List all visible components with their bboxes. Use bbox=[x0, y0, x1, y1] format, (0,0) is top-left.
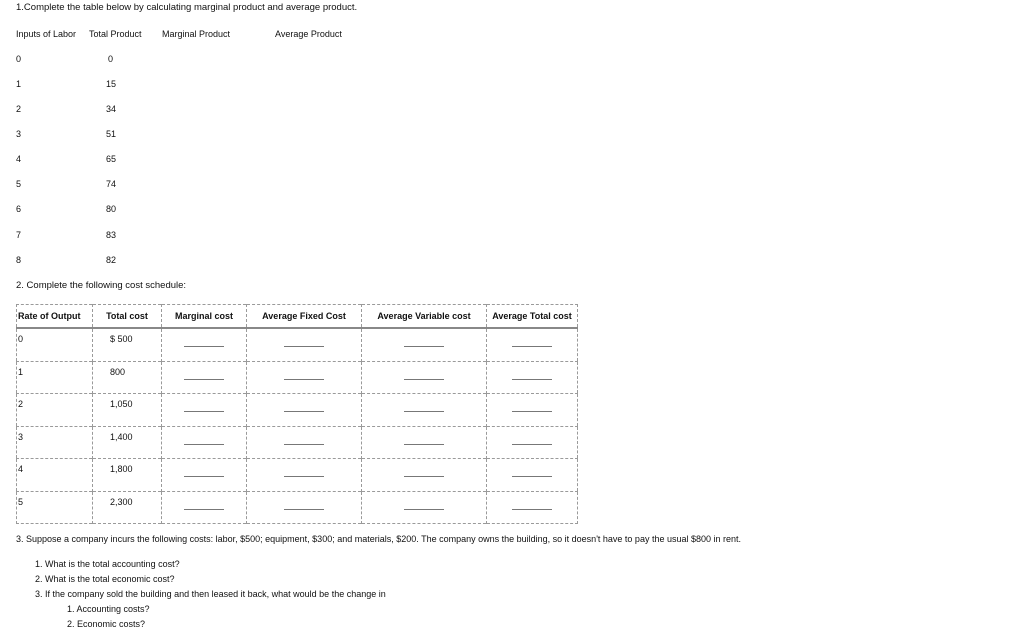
header-average-fixed-cost: Average Fixed Cost bbox=[247, 305, 362, 329]
header-total-cost: Total cost bbox=[93, 305, 162, 329]
header-average-total-cost: Average Total cost bbox=[487, 305, 578, 329]
header-rate-of-output: Rate of Output bbox=[17, 305, 93, 329]
answer-blank[interactable] bbox=[512, 467, 552, 477]
answer-blank[interactable] bbox=[512, 337, 552, 347]
answer-blank[interactable] bbox=[512, 370, 552, 380]
total-cost-cell: 800 bbox=[93, 361, 162, 394]
table-row bbox=[17, 361, 578, 394]
answer-blank[interactable] bbox=[184, 467, 224, 477]
answer-blank[interactable] bbox=[404, 435, 444, 445]
question-3-item: 3. If the company sold the building and then leased it back, what would be the change in bbox=[35, 589, 386, 599]
labor-cell: 1 bbox=[16, 79, 22, 89]
question-3-subitem: 1. Accounting costs? bbox=[67, 604, 150, 614]
output-cell: 4 bbox=[17, 459, 93, 492]
cost-schedule-table bbox=[16, 304, 578, 524]
answer-blank[interactable] bbox=[284, 435, 324, 445]
answer-blank[interactable] bbox=[512, 402, 552, 412]
table-row bbox=[17, 394, 578, 427]
header-total-product: Total Product bbox=[89, 29, 142, 39]
answer-blank[interactable] bbox=[184, 370, 224, 380]
answer-blank[interactable] bbox=[404, 370, 444, 380]
answer-blank[interactable] bbox=[184, 337, 224, 347]
total-product-cell: 51 bbox=[106, 129, 117, 139]
total-product-cell: 15 bbox=[106, 79, 117, 89]
labor-cell: 6 bbox=[16, 204, 22, 214]
question-3-subitem: 2. Economic costs? bbox=[67, 619, 146, 629]
output-cell: 2 bbox=[17, 394, 93, 427]
total-product-cell: 80 bbox=[106, 204, 117, 214]
labor-cell: 3 bbox=[16, 129, 22, 139]
answer-blank[interactable] bbox=[512, 500, 552, 510]
answer-blank[interactable] bbox=[404, 337, 444, 347]
total-product-cell: 34 bbox=[106, 104, 117, 114]
answer-blank[interactable] bbox=[184, 402, 224, 412]
table-row bbox=[17, 459, 578, 492]
labor-cell: 2 bbox=[16, 104, 22, 114]
answer-blank[interactable] bbox=[404, 500, 444, 510]
answer-blank[interactable] bbox=[284, 467, 324, 477]
table-row bbox=[17, 328, 578, 361]
labor-cell: 0 bbox=[16, 54, 22, 64]
labor-cell: 8 bbox=[16, 255, 22, 265]
header-average-product: Average Product bbox=[275, 29, 342, 39]
labor-cell: 7 bbox=[16, 230, 22, 240]
total-product-cell: 0 bbox=[108, 54, 114, 64]
total-product-cell: 83 bbox=[106, 230, 117, 240]
question-3-text: 3. Suppose a company incurs the following costs: labor, $500; equipment, $300; and materials, $200. The company owns the building, so it doesn't have to pay the usual $800 in rent. bbox=[16, 534, 742, 544]
output-cell: 0 bbox=[18, 334, 24, 344]
labor-cell: 5 bbox=[16, 179, 22, 189]
header-average-variable-cost: Average Variable cost bbox=[362, 305, 487, 329]
question-2-title: 2. Complete the following cost schedule: bbox=[16, 280, 187, 291]
answer-blank[interactable] bbox=[284, 337, 324, 347]
answer-blank[interactable] bbox=[184, 500, 224, 510]
table-row bbox=[17, 426, 578, 459]
total-cost-cell: $ 500 bbox=[93, 328, 162, 361]
total-product-cell: 65 bbox=[106, 154, 117, 164]
total-cost-cell: 2,300 bbox=[93, 491, 162, 524]
total-cost-cell: 1,400 bbox=[93, 426, 162, 459]
total-cost-cell: 1,050 bbox=[93, 394, 162, 427]
answer-blank[interactable] bbox=[404, 402, 444, 412]
answer-blank[interactable] bbox=[404, 467, 444, 477]
answer-blank[interactable] bbox=[284, 402, 324, 412]
table-row bbox=[17, 491, 578, 524]
answer-blank[interactable] bbox=[184, 435, 224, 445]
question-3-item: 2. What is the total economic cost? bbox=[35, 574, 175, 584]
header-marginal-product: Marginal Product bbox=[162, 29, 231, 39]
question-1-title: 1.Complete the table below by calculating marginal product and average product. bbox=[16, 2, 358, 13]
table-header-row bbox=[17, 305, 578, 329]
labor-cell: 4 bbox=[16, 154, 22, 164]
total-product-cell: 74 bbox=[106, 179, 117, 189]
header-marginal-cost: Marginal cost bbox=[162, 305, 247, 329]
question-3-item: 1. What is the total accounting cost? bbox=[35, 559, 180, 569]
output-cell: 3 bbox=[17, 426, 93, 459]
total-cost-cell: 1,800 bbox=[93, 459, 162, 492]
output-cell: 5 bbox=[17, 491, 93, 524]
answer-blank[interactable] bbox=[284, 370, 324, 380]
total-product-cell: 82 bbox=[106, 255, 117, 265]
header-inputs-of-labor: Inputs of Labor bbox=[16, 29, 77, 39]
output-cell: 1 bbox=[17, 361, 93, 394]
answer-blank[interactable] bbox=[284, 500, 324, 510]
answer-blank[interactable] bbox=[512, 435, 552, 445]
